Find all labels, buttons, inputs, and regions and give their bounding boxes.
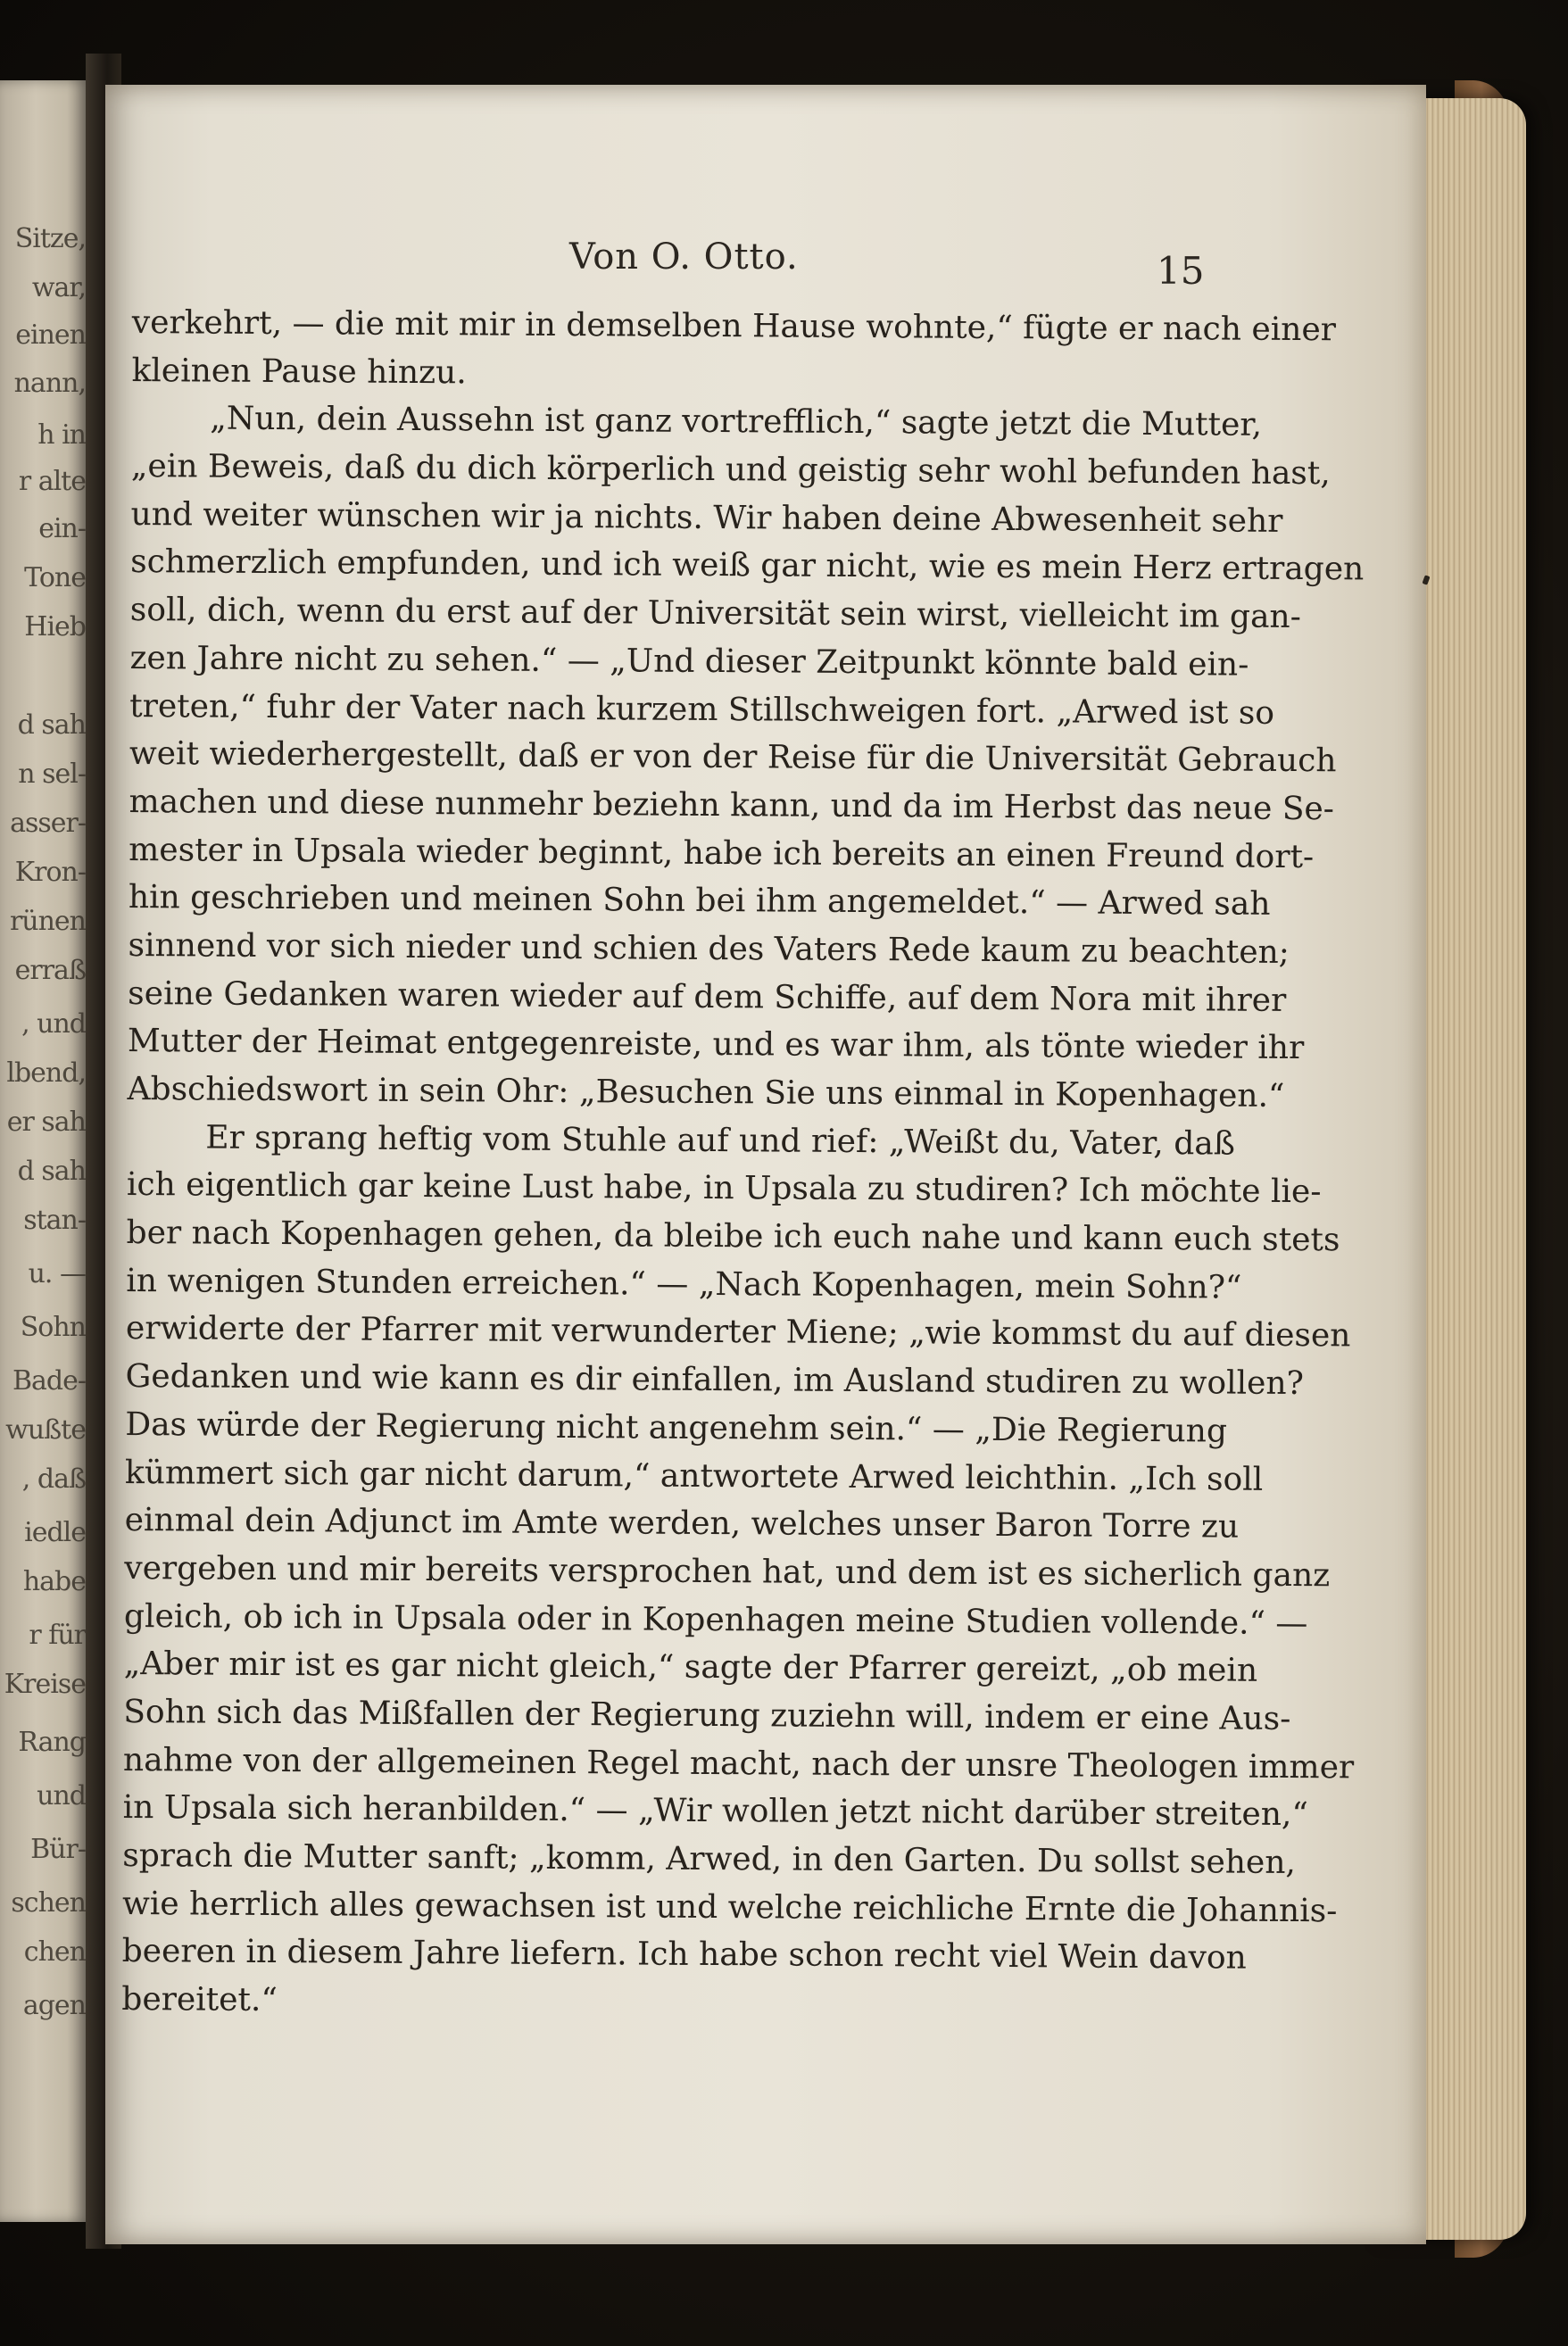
text-line: Das würde der Regierung nicht angenehm sein.“ — „Die Regierung	[125, 1405, 1228, 1450]
text-line: und weiter wünschen wir ja nichts. Wir haben deine Abwesenheit sehr	[130, 495, 1283, 540]
previous-page-fragment: Sitze,	[14, 223, 86, 254]
text-line: seine Gedanken waren wieder auf dem Schiffe, auf dem Nora mit ihrer	[128, 974, 1287, 1019]
previous-page-fragment: Hieb	[24, 611, 86, 642]
previous-page-fragment: er sah	[6, 1107, 86, 1138]
previous-page-fragment: einen	[15, 319, 86, 351]
text-line: beeren in diesem Jahre liefern. Ich habe schon recht viel Wein davon	[121, 1933, 1247, 1977]
previous-page-fragment: habe	[22, 1566, 86, 1597]
previous-page-fragment: rünen	[9, 906, 86, 937]
previous-page-fragment: Kron-	[14, 857, 86, 888]
text-line: Sohn sich das Mißfallen der Regierung zuziehn will, indem er eine Aus-	[123, 1693, 1291, 1737]
text-line: wie herrlich alles gewachsen ist und welche reichliche Ernte die Johannis-	[121, 1885, 1338, 1929]
previous-page-fragment: d sah	[17, 709, 86, 741]
text-line: kleinen Pause hinzu.	[131, 352, 467, 391]
previous-page-fragment: erraß	[14, 955, 86, 986]
previous-page-fragment: u. —	[28, 1258, 86, 1289]
previous-page-fragment: lbend,	[6, 1057, 86, 1089]
previous-page-fragment: agen	[22, 1990, 86, 2021]
previous-page-fragment: Bade-	[12, 1365, 86, 1397]
previous-page-fragment: wußte	[5, 1414, 86, 1446]
previous-page-fragment: , daß	[21, 1463, 86, 1495]
text-line: in Upsala sich heranbilden.“ — „Wir wollen jetzt nicht darüber streiten,“	[122, 1789, 1308, 1834]
text-line: soll, dich, wenn du erst auf der Universität sein wirst, vielleicht im gan-	[129, 592, 1301, 636]
previous-page-fragment: r für	[29, 1620, 86, 1651]
previous-page-fragments	[0, 80, 89, 2222]
text-line: ber nach Kopenhagen gehen, da bleibe ich euch nahe und kann euch stets	[126, 1214, 1340, 1259]
previous-page-fragment: Bür-	[30, 1834, 86, 1865]
previous-page-fragment: nann,	[13, 368, 86, 399]
text-line: hin geschrieben und meinen Sohn bei ihm angemeldet.“ — Arwed sah	[128, 879, 1271, 924]
previous-page-fragment: Kreise	[4, 1669, 86, 1700]
body-text	[121, 299, 1365, 2030]
text-line: nahme von der allgemeinen Regel macht, nach der unsre Theologen immer	[122, 1741, 1355, 1786]
text-line: in wenigen Stunden erreichen.“ — „Nach Kopenhagen, mein Sohn?“	[126, 1262, 1242, 1306]
text-line: erwiderte der Pfarrer mit verwunderter Miene; „wie kommst du auf diesen	[125, 1310, 1351, 1355]
running-title: Von O. Otto.	[569, 236, 799, 278]
text-line: sinnend vor sich nieder und schien des Vaters Rede kaum zu beachten;	[128, 926, 1290, 971]
previous-page-fragment: r alte	[18, 466, 86, 497]
previous-page-fragment: Tone	[24, 562, 86, 593]
text-line: weit wiederhergestellt, daß er von der Reise für die Universität Gebrauch	[129, 735, 1337, 780]
text-line: mester in Upsala wieder beginnt, habe ich bereits an einen Freund dort-	[129, 831, 1315, 875]
previous-page-fragment: stan-	[23, 1205, 86, 1236]
page-number: 15	[1157, 249, 1205, 293]
running-head	[105, 236, 1426, 293]
text-line: treten,“ fuhr der Vater nach kurzem Stillschweigen fort. „Arwed ist so	[129, 687, 1275, 732]
text-line: schmerzlich empfunden, und ich weiß gar nicht, wie es mein Herz ertragen	[130, 543, 1365, 588]
text-line: kümmert sich gar nicht darum,“ antwortete Arwed leichthin. „Ich soll	[124, 1454, 1264, 1498]
previous-page-edge	[0, 80, 89, 2222]
text-line: Mutter der Heimat entgegenreiste, und es war ihm, als tönte wieder ihr	[127, 1023, 1305, 1067]
text-line: „ein Beweis, daß du dich körperlich und geistig sehr wohl befunden hast,	[130, 448, 1331, 493]
text-line: zen Jahre nicht zu sehen.“ — „Und dieser Zeitpunkt könnte bald ein-	[129, 639, 1249, 684]
previous-page-fragment: chen	[23, 1936, 86, 1968]
previous-page-fragment: Rang	[18, 1727, 86, 1758]
text-line: „Aber mir ist es gar nicht gleich,“ sagte der Pfarrer gereizt, „ob mein	[123, 1646, 1258, 1689]
previous-page-fragment: asser-	[10, 808, 86, 839]
text-line: einmal dein Adjunct im Amte werden, welches unser Baron Torre zu	[124, 1502, 1240, 1546]
text-line: gleich, ob ich in Upsala oder in Kopenhagen meine Studien vollende.“ —	[123, 1597, 1308, 1642]
previous-page-fragment: d sah	[17, 1156, 86, 1187]
previous-page-fragment: , und	[21, 1008, 86, 1040]
text-line: ich eigentlich gar keine Lust habe, in Upsala zu studiren? Ich möchte lie-	[126, 1166, 1322, 1211]
previous-page-fragment: n sel-	[18, 759, 86, 790]
previous-page-fragment: Sohn	[20, 1312, 86, 1343]
previous-page-fragment: ein-	[38, 513, 86, 544]
previous-page-fragment: war,	[31, 272, 86, 303]
text-line: machen und diese nunmehr beziehn kann, und da im Herbst das neue Se-	[129, 783, 1335, 828]
previous-page-fragment: iedle	[24, 1517, 86, 1548]
text-line: Gedanken und wie kann es dir einfallen, im Ausland studiren zu wollen?	[125, 1358, 1305, 1403]
text-line: „Nun, dein Aussehn ist ganz vortrefflich,“ sagte jetzt die Mutter,	[210, 400, 1263, 444]
text-line: bereitet.“	[121, 1981, 278, 2019]
text-line: Abschiedswort in sein Ohr: „Besuchen Sie uns einmal in Kopenhagen.“	[127, 1070, 1285, 1115]
text-line: verkehrt, — die mit mir in demselben Hause wohnte,“ fügte er nach einer	[131, 303, 1337, 349]
text-line: vergeben und mir bereits versprochen hat, und dem ist es sicherlich ganz	[124, 1549, 1331, 1595]
previous-page-fragment: schen	[11, 1887, 86, 1919]
text-line: Er sprang heftig vom Stuhle auf und rief: „Weißt du, Vater, daß	[205, 1119, 1235, 1163]
text-line: sprach die Mutter sanft; „komm, Arwed, in den Garten. Du sollst sehen,	[122, 1836, 1297, 1881]
previous-page-fragment: h in	[37, 419, 86, 451]
previous-page-fragment: und	[37, 1780, 86, 1811]
book-page	[105, 85, 1426, 2244]
